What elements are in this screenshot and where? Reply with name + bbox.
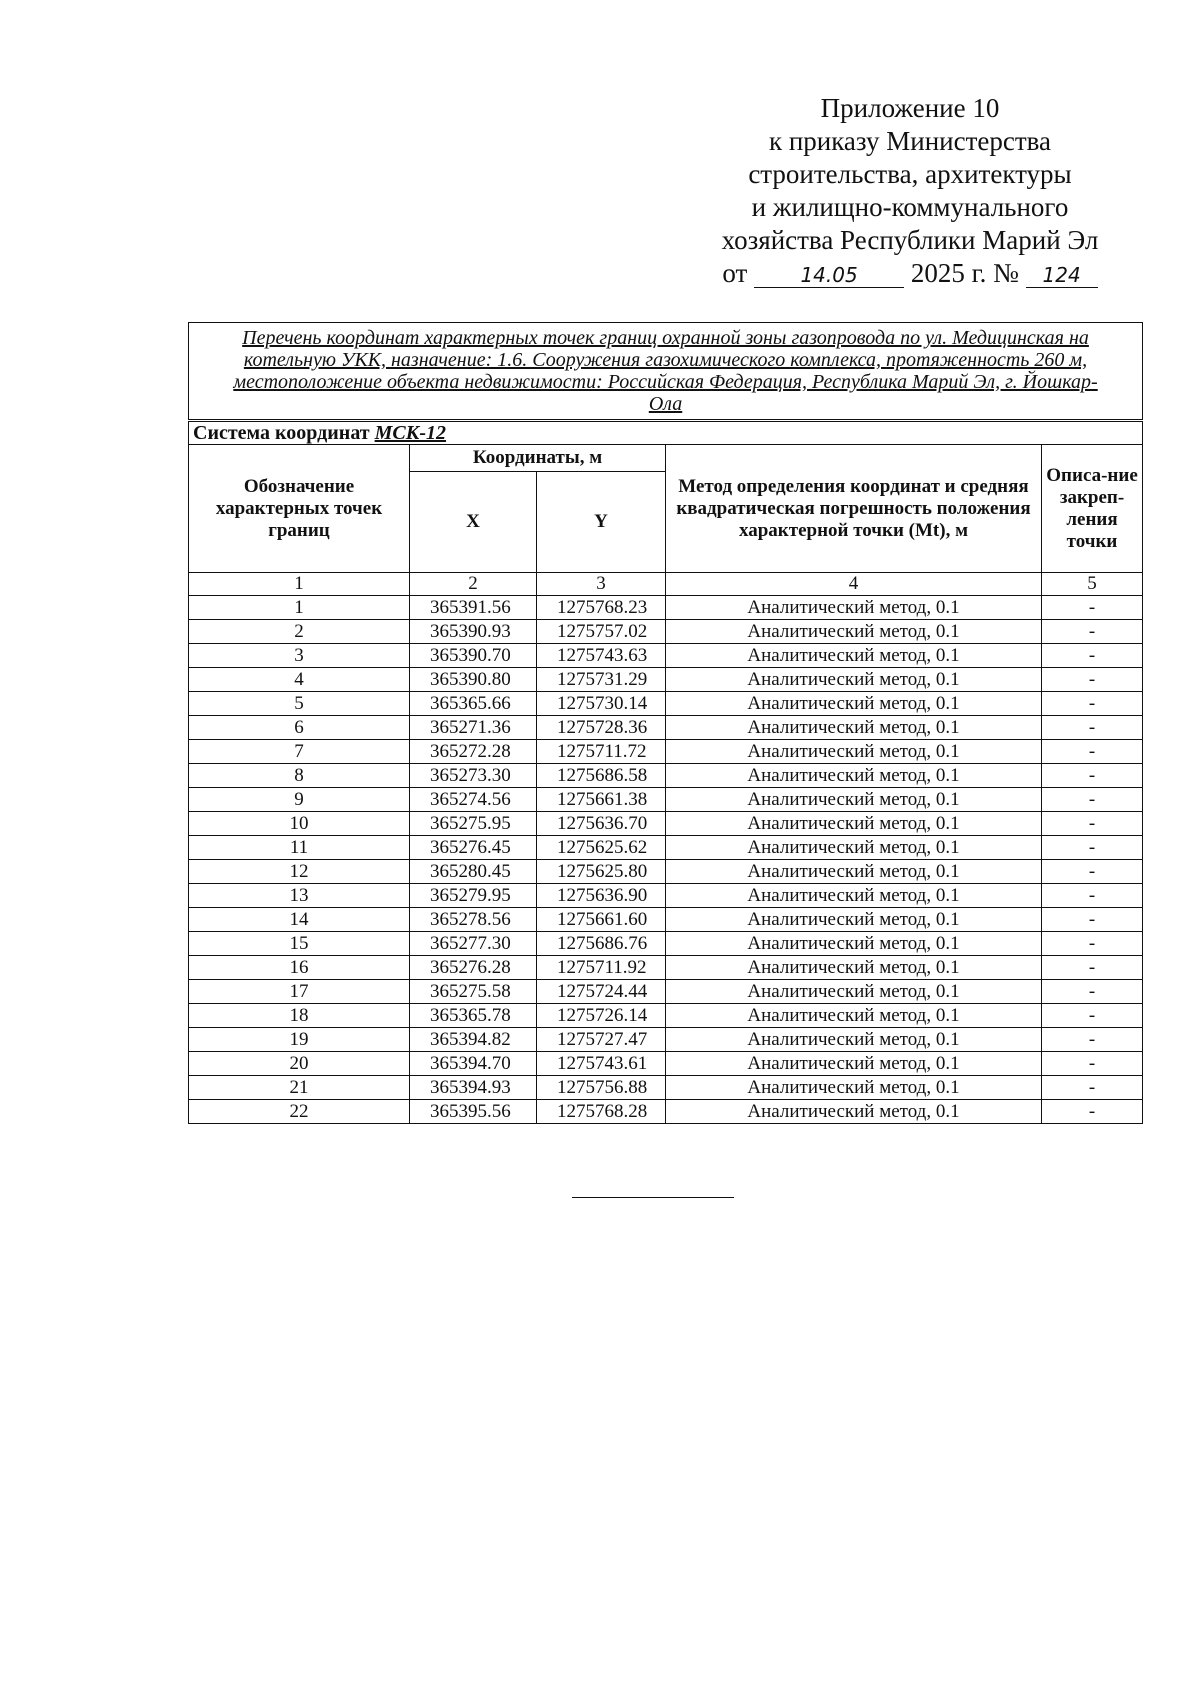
point-number: 2 (189, 620, 410, 644)
point-number: 4 (189, 668, 410, 692)
y-coordinate: 1275661.60 (537, 908, 666, 932)
point-number: 3 (189, 644, 410, 668)
col-header-method: Метод определения координат и средняя квадратическая погрешность положения характерной точки (Mt), м (666, 445, 1042, 573)
point-number: 22 (189, 1100, 410, 1124)
x-coordinate: 365365.66 (410, 692, 537, 716)
x-coordinate: 365365.78 (410, 1004, 537, 1028)
method-cell: Аналитический метод, 0.1 (666, 692, 1042, 716)
x-coordinate: 365273.30 (410, 764, 537, 788)
description-cell: - (1042, 884, 1143, 908)
description-cell: - (1042, 596, 1143, 620)
x-coordinate: 365271.36 (410, 716, 537, 740)
x-coordinate: 365390.80 (410, 668, 537, 692)
description-cell: - (1042, 764, 1143, 788)
point-number: 1 (189, 596, 410, 620)
description-cell: - (1042, 788, 1143, 812)
method-cell: Аналитический метод, 0.1 (666, 860, 1042, 884)
table-row (189, 1100, 1143, 1124)
point-number: 17 (189, 980, 410, 1004)
description-cell: - (1042, 836, 1143, 860)
description-cell: - (1042, 740, 1143, 764)
y-coordinate: 1275711.92 (537, 956, 666, 980)
table-row (189, 1076, 1143, 1100)
description-cell: - (1042, 692, 1143, 716)
table-row (189, 908, 1143, 932)
coordinate-system-row (189, 421, 1143, 445)
method-cell: Аналитический метод, 0.1 (666, 620, 1042, 644)
appendix-title: Приложение 10 (820, 93, 1000, 123)
x-coordinate: 365276.28 (410, 956, 537, 980)
col-header-description: Описа-ние закреп-ления точки (1042, 445, 1143, 573)
y-coordinate: 1275743.63 (537, 644, 666, 668)
order-year: 2025 г. № (910, 258, 1019, 288)
col-number: 2 (410, 573, 537, 596)
col-header-coords: Координаты, м (410, 445, 666, 472)
method-cell: Аналитический метод, 0.1 (666, 1076, 1042, 1100)
description-cell: - (1042, 644, 1143, 668)
y-coordinate: 1275625.80 (537, 860, 666, 884)
table-row (189, 860, 1143, 884)
x-coordinate: 365277.30 (410, 932, 537, 956)
method-cell: Аналитический метод, 0.1 (666, 716, 1042, 740)
y-coordinate: 1275711.72 (537, 740, 666, 764)
table-row (189, 620, 1143, 644)
x-coordinate: 365390.93 (410, 620, 537, 644)
method-cell: Аналитический метод, 0.1 (666, 932, 1042, 956)
method-cell: Аналитический метод, 0.1 (666, 788, 1042, 812)
ministry-line-1: строительства, архитектуры (748, 159, 1072, 189)
x-coordinate: 365278.56 (410, 908, 537, 932)
method-cell: Аналитический метод, 0.1 (666, 668, 1042, 692)
point-number: 5 (189, 692, 410, 716)
method-cell: Аналитический метод, 0.1 (666, 740, 1042, 764)
col-number: 4 (666, 573, 1042, 596)
method-cell: Аналитический метод, 0.1 (666, 644, 1042, 668)
handwritten-order-number: 124 (1026, 263, 1098, 288)
y-coordinate: 1275756.88 (537, 1076, 666, 1100)
y-coordinate: 1275625.62 (537, 836, 666, 860)
description-cell: - (1042, 980, 1143, 1004)
end-divider-line (572, 1197, 734, 1198)
x-coordinate: 365275.95 (410, 812, 537, 836)
y-coordinate: 1275661.38 (537, 788, 666, 812)
point-number: 21 (189, 1076, 410, 1100)
y-coordinate: 1275726.14 (537, 1004, 666, 1028)
point-number: 12 (189, 860, 410, 884)
point-number: 7 (189, 740, 410, 764)
x-coordinate: 365276.45 (410, 836, 537, 860)
coordinates-table (188, 322, 1143, 1124)
method-cell: Аналитический метод, 0.1 (666, 1004, 1042, 1028)
col-header-x: X (410, 472, 537, 573)
point-number: 11 (189, 836, 410, 860)
y-coordinate: 1275768.23 (537, 596, 666, 620)
description-cell: - (1042, 620, 1143, 644)
description-cell: - (1042, 932, 1143, 956)
table-row (189, 668, 1143, 692)
x-coordinate: 365274.56 (410, 788, 537, 812)
description-cell: - (1042, 668, 1143, 692)
x-coordinate: 365391.56 (410, 596, 537, 620)
description-cell: - (1042, 812, 1143, 836)
order-reference-line: к приказу Министерства (768, 126, 1052, 156)
y-coordinate: 1275768.28 (537, 1100, 666, 1124)
y-coordinate: 1275686.58 (537, 764, 666, 788)
y-coordinate: 1275731.29 (537, 668, 666, 692)
x-coordinate: 365394.82 (410, 1028, 537, 1052)
table-row (189, 980, 1143, 1004)
point-number: 16 (189, 956, 410, 980)
col-header-y: Y (537, 472, 666, 573)
table-row (189, 884, 1143, 908)
point-number: 8 (189, 764, 410, 788)
table-body (189, 596, 1143, 1124)
table-row (189, 596, 1143, 620)
method-cell: Аналитический метод, 0.1 (666, 908, 1042, 932)
description-cell: - (1042, 1052, 1143, 1076)
y-coordinate: 1275636.70 (537, 812, 666, 836)
description-cell: - (1042, 1028, 1143, 1052)
table-row (189, 1004, 1143, 1028)
date-prefix: от (722, 258, 748, 288)
y-coordinate: 1275728.36 (537, 716, 666, 740)
y-coordinate: 1275730.14 (537, 692, 666, 716)
y-coordinate: 1275724.44 (537, 980, 666, 1004)
point-number: 6 (189, 716, 410, 740)
method-cell: Аналитический метод, 0.1 (666, 1100, 1042, 1124)
table-row (189, 932, 1143, 956)
x-coordinate: 365272.28 (410, 740, 537, 764)
ministry-line-3: хозяйства Республики Марий Эл (721, 225, 1099, 255)
point-number: 20 (189, 1052, 410, 1076)
method-cell: Аналитический метод, 0.1 (666, 596, 1042, 620)
y-coordinate: 1275727.47 (537, 1028, 666, 1052)
col-header-point: Обозначение характерных точек границ (189, 445, 410, 573)
table-row (189, 644, 1143, 668)
x-coordinate: 365390.70 (410, 644, 537, 668)
table-title: Перечень координат характерных точек границ охранной зоны газопровода по ул. Медицинская на котельную УКК, назначение: 1.6. Сооружения газохимического комплекса, протяженность 260 м, местоположение объекта недвижимости: Российская Федерация, Республика Марий Эл, г. Йошкар-Ола (189, 323, 1143, 421)
method-cell: Аналитический метод, 0.1 (666, 1028, 1042, 1052)
col-number: 1 (189, 573, 410, 596)
description-cell: - (1042, 1076, 1143, 1100)
y-coordinate: 1275636.90 (537, 884, 666, 908)
x-coordinate: 365394.70 (410, 1052, 537, 1076)
column-number-row (189, 573, 1143, 596)
description-cell: - (1042, 860, 1143, 884)
table-row (189, 1028, 1143, 1052)
point-number: 19 (189, 1028, 410, 1052)
point-number: 13 (189, 884, 410, 908)
method-cell: Аналитический метод, 0.1 (666, 980, 1042, 1004)
method-cell: Аналитический метод, 0.1 (666, 812, 1042, 836)
order-date-line (690, 257, 1130, 290)
point-number: 10 (189, 812, 410, 836)
x-coordinate: 365275.58 (410, 980, 537, 1004)
col-number: 3 (537, 573, 666, 596)
point-number: 15 (189, 932, 410, 956)
method-cell: Аналитический метод, 0.1 (666, 1052, 1042, 1076)
y-coordinate: 1275757.02 (537, 620, 666, 644)
handwritten-date: 14.05 (754, 263, 904, 288)
x-coordinate: 365395.56 (410, 1100, 537, 1124)
table-row (189, 692, 1143, 716)
coordinate-system-label: Система координат (193, 422, 370, 444)
table-row (189, 764, 1143, 788)
point-number: 9 (189, 788, 410, 812)
description-cell: - (1042, 956, 1143, 980)
description-cell: - (1042, 716, 1143, 740)
x-coordinate: 365280.45 (410, 860, 537, 884)
appendix-header (690, 92, 1130, 290)
table-row (189, 788, 1143, 812)
method-cell: Аналитический метод, 0.1 (666, 884, 1042, 908)
coordinate-system-name: МСК-12 (374, 422, 446, 444)
table-row (189, 1052, 1143, 1076)
description-cell: - (1042, 1100, 1143, 1124)
method-cell: Аналитический метод, 0.1 (666, 836, 1042, 860)
table-row (189, 716, 1143, 740)
description-cell: - (1042, 908, 1143, 932)
col-number: 5 (1042, 573, 1143, 596)
table-row (189, 740, 1143, 764)
method-cell: Аналитический метод, 0.1 (666, 764, 1042, 788)
table-row (189, 836, 1143, 860)
method-cell: Аналитический метод, 0.1 (666, 956, 1042, 980)
ministry-line-2: и жилищно-коммунального (751, 192, 1069, 222)
point-number: 14 (189, 908, 410, 932)
x-coordinate: 365394.93 (410, 1076, 537, 1100)
table-row (189, 812, 1143, 836)
y-coordinate: 1275743.61 (537, 1052, 666, 1076)
y-coordinate: 1275686.76 (537, 932, 666, 956)
point-number: 18 (189, 1004, 410, 1028)
table-row (189, 956, 1143, 980)
description-cell: - (1042, 1004, 1143, 1028)
x-coordinate: 365279.95 (410, 884, 537, 908)
